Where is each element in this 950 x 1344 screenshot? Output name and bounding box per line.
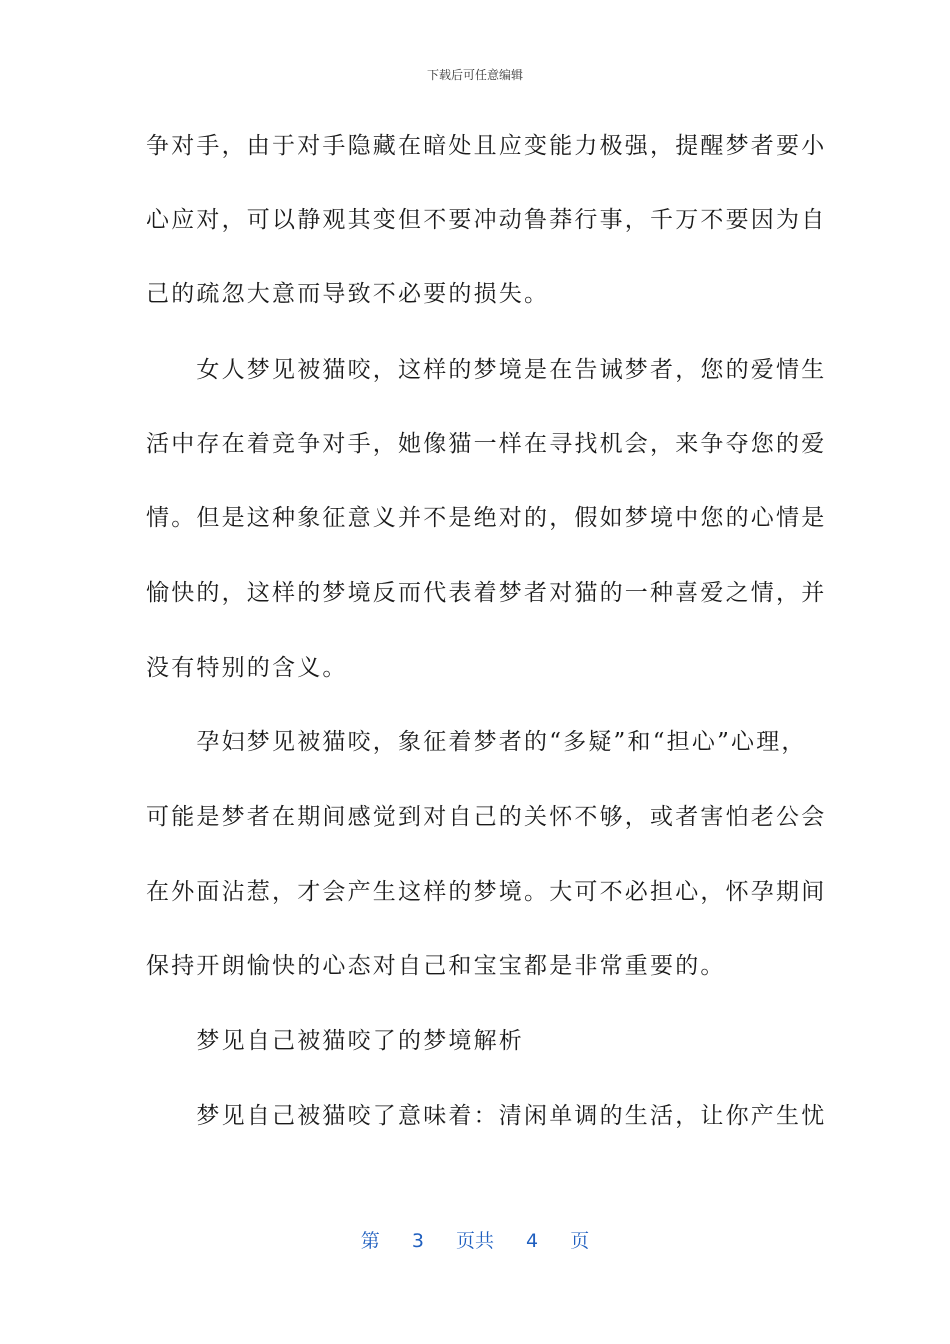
text-line: 情。但是这种象征意义并不是绝对的，假如梦境中您的心情是	[146, 505, 827, 531]
page-header: 下载后可任意编辑	[426, 68, 523, 82]
text-line: 争对手，由于对手隐藏在暗处且应变能力极强，提醒梦者要小	[146, 133, 827, 159]
text-line: 没有特别的含义。	[146, 655, 348, 681]
page-footer	[0, 1226, 950, 1253]
footer-suffix: 页	[570, 1230, 590, 1252]
text-line: 在外面沾惹，才会产生这样的梦境。大可不必担心，怀孕期间	[146, 879, 827, 905]
text-line: 女人梦见被猫咬，这样的梦境是在告诫梦者，您的爱情生	[146, 357, 827, 383]
text-line: 己的疏忽大意而导致不必要的损失。	[146, 281, 550, 307]
text-line: 孕妇梦见被猫咬，象征着梦者的“多疑”和“担心”心理，	[146, 729, 807, 755]
current-page-number: 3	[411, 1230, 424, 1252]
text-line: 活中存在着竞争对手，她像猫一样在寻找机会，来争夺您的爱	[146, 431, 827, 457]
text-line: 梦见自己被猫咬了意味着：清闲单调的生活，让你产生忧	[146, 1103, 827, 1129]
text-line: 愉快的，这样的梦境反而代表着梦者对猫的一种喜爱之情，并	[146, 580, 827, 606]
section-heading: 梦见自己被猫咬了的梦境解析	[146, 1028, 524, 1054]
footer-prefix: 第	[360, 1230, 380, 1252]
total-page-number: 4	[526, 1230, 539, 1252]
text-line: 可能是梦者在期间感觉到对自己的关怀不够，或者害怕老公会	[146, 804, 827, 830]
footer-middle: 页共	[455, 1230, 494, 1252]
text-line: 保持开朗愉快的心态对自己和宝宝都是非常重要的。	[146, 953, 726, 979]
text-line: 心应对，可以静观其变但不要冲动鲁莽行事，千万不要因为自	[146, 207, 827, 233]
